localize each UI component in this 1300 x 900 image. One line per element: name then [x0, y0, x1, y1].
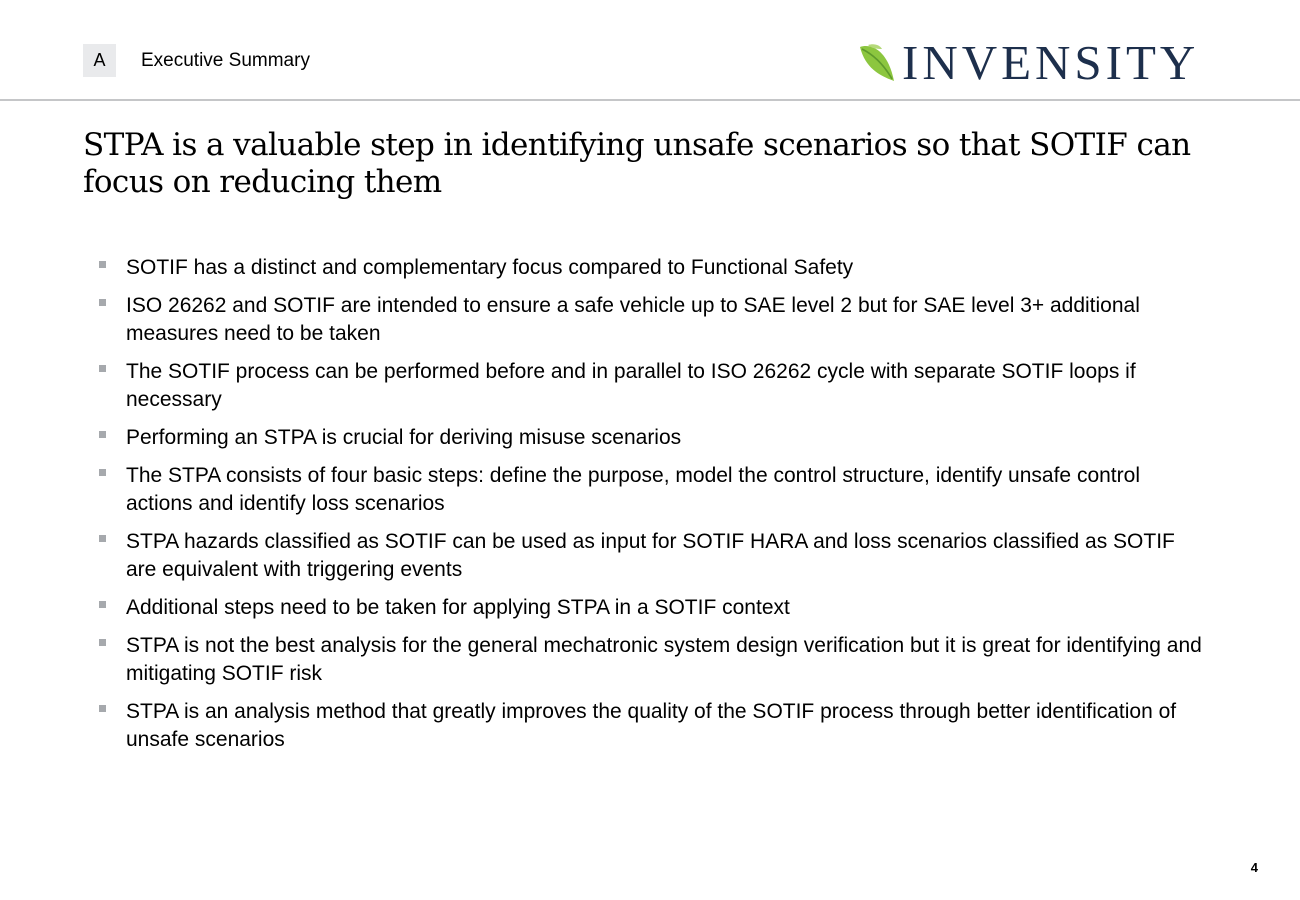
bullet-text: Performing an STPA is crucial for deriving misuse scenarios	[126, 426, 682, 449]
bullet-list	[98, 254, 1208, 764]
bullet-text: ISO 26262 and SOTIF are intended to ensure a safe vehicle up to SAE level 2 but for SAE level 3+ additional measures need to be taken	[126, 294, 1140, 345]
section-letter: A	[93, 50, 106, 70]
bullet-text: Additional steps need to be taken for applying STPA in a SOTIF context	[126, 596, 790, 619]
list-item	[98, 594, 1208, 622]
bullet-square-icon	[99, 535, 106, 542]
bullet-square-icon	[99, 261, 106, 268]
list-item	[98, 254, 1208, 282]
list-item	[98, 292, 1208, 348]
company-logo	[858, 35, 1200, 90]
bullet-square-icon	[99, 431, 106, 438]
section-badge	[83, 44, 116, 77]
header-divider	[0, 99, 1300, 101]
bullet-square-icon	[99, 299, 106, 306]
list-item	[98, 424, 1208, 452]
list-item	[98, 528, 1208, 584]
bullet-text: STPA is an analysis method that greatly improves the quality of the SOTIF process through better identification of unsafe scenarios	[126, 700, 1177, 751]
bullet-text: The SOTIF process can be performed before and in parallel to ISO 26262 cycle with separate SOTIF loops if necessary	[126, 360, 1136, 411]
bullet-text: STPA hazards classified as SOTIF can be used as input for SOTIF HARA and loss scenarios classified as SOTIF are equivalent with triggering events	[126, 530, 1175, 581]
bullet-square-icon	[99, 469, 106, 476]
list-item	[98, 698, 1208, 754]
bullet-square-icon	[99, 639, 106, 646]
bullet-square-icon	[99, 365, 106, 372]
list-item	[98, 358, 1208, 414]
list-item	[98, 632, 1208, 688]
bullet-square-icon	[99, 705, 106, 712]
bullet-text: The STPA consists of four basic steps: define the purpose, model the control structure, identify unsafe control actions and identify loss scenarios	[126, 464, 1140, 515]
section-title: Executive Summary	[141, 50, 310, 71]
logo-text: INVENSITY	[902, 35, 1200, 90]
bullet-square-icon	[99, 601, 106, 608]
bullet-text: SOTIF has a distinct and complementary focus compared to Functional Safety	[126, 256, 854, 279]
page-title: STPA is a valuable step in identifying unsafe scenarios so that SOTIF can focus on reducing them	[83, 127, 1191, 200]
list-item	[98, 462, 1208, 518]
bullet-text: STPA is not the best analysis for the general mechatronic system design verification but it is great for identifying and mitigating SOTIF risk	[126, 634, 1202, 685]
leaf-icon	[858, 41, 898, 85]
page-number: 4	[1250, 860, 1258, 875]
